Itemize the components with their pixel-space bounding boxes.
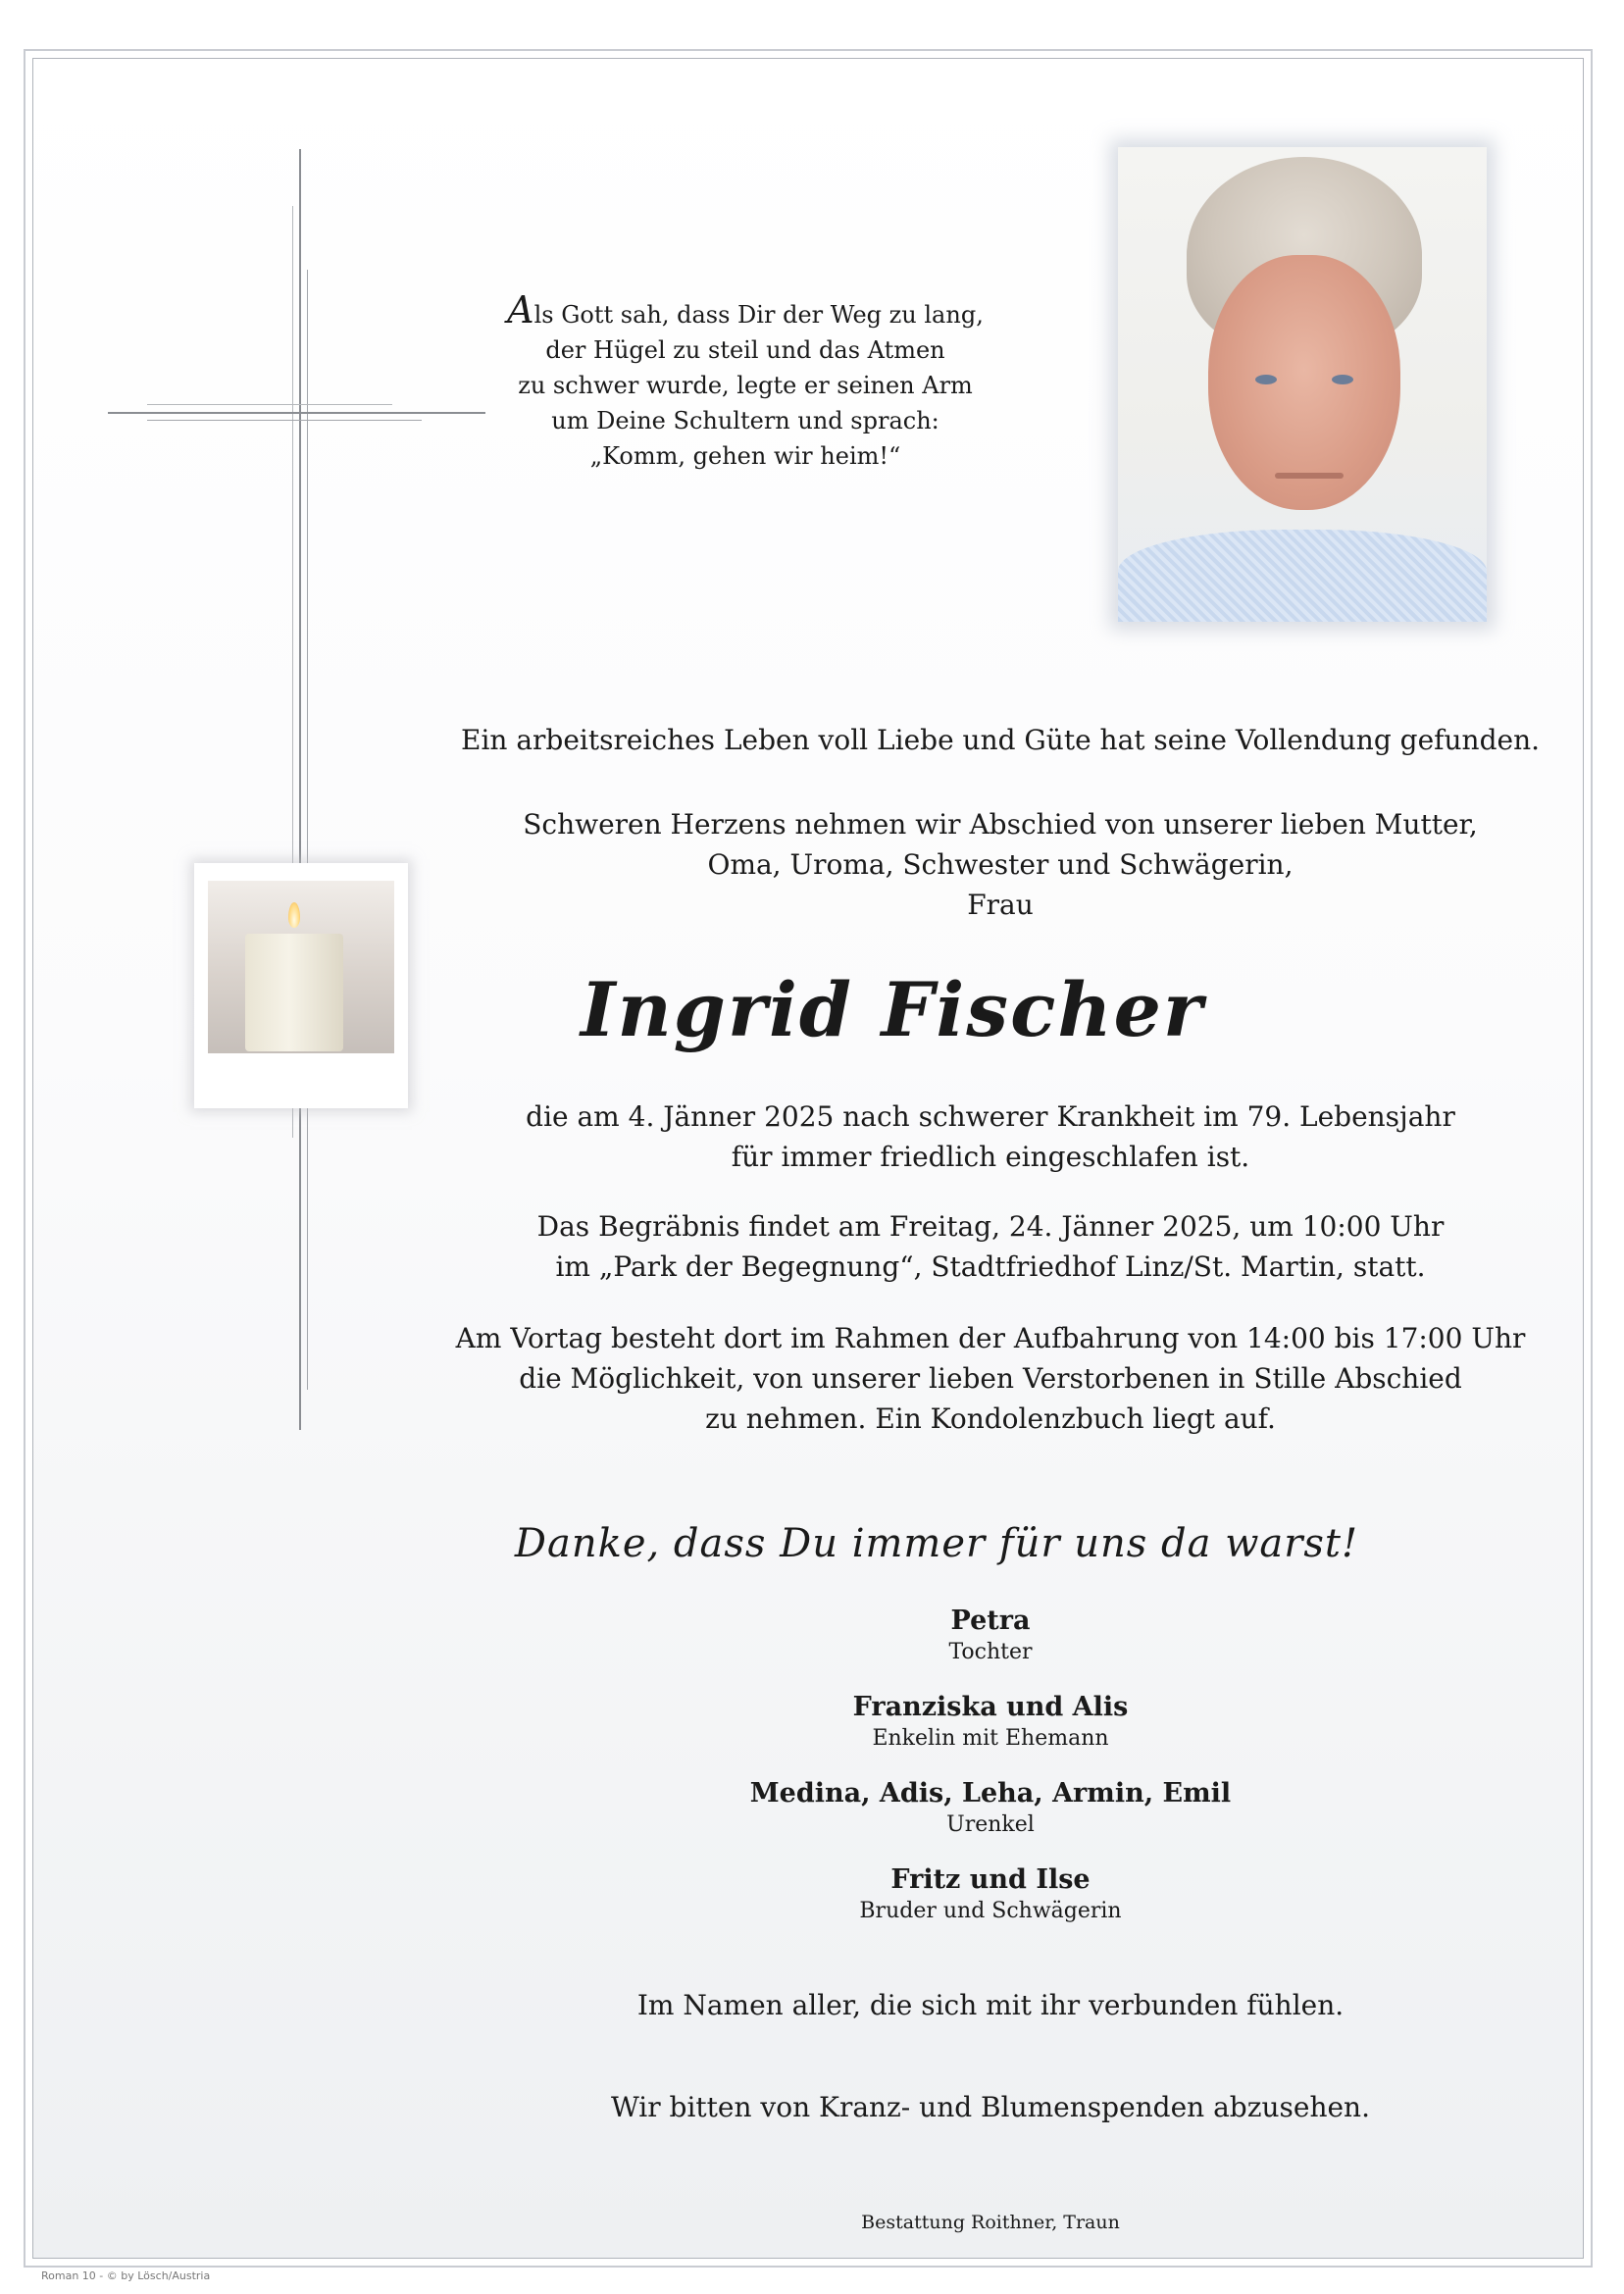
thanks-line: Danke, dass Du immer für uns da warst! [514, 1521, 1359, 1566]
mourner-name: Petra [950, 1606, 1031, 1636]
mourner-role: Enkelin mit Ehemann [872, 1726, 1109, 1751]
deceased-name: Ingrid Fischer [581, 966, 1204, 1053]
copyright-notice: Roman 10 - © by Lösch/Austria [41, 2269, 211, 2282]
death-info-block [451, 1096, 1530, 1177]
candle-icon [194, 863, 408, 1108]
mourner-role: Tochter [948, 1640, 1033, 1664]
viewing-info-line-2: die Möglichkeit, von unserer lieben Verstorbenen in Stille Abschied [519, 1362, 1462, 1395]
poem-line-5: „Komm, gehen wir heim!“ [589, 442, 901, 470]
viewing-info-line-1: Am Vortag besteht dort im Rahmen der Aufbahrung von 14:00 bis 17:00 Uhr [455, 1322, 1526, 1354]
poem-line-4: um Deine Schultern und sprach: [551, 407, 939, 434]
mourner-role: Bruder und Schwägerin [859, 1899, 1122, 1923]
viewing-info-line-3: zu nehmen. Ein Kondolenzbuch liegt auf. [705, 1402, 1276, 1435]
mourner-name: Franziska und Alis [852, 1692, 1129, 1722]
death-info-line-1: die am 4. Jänner 2025 nach schwerer Krankheit im 79. Lebensjahr [526, 1100, 1455, 1133]
intro-text: Ein arbeitsreiches Leben voll Liebe und Güte hat seine Vollendung gefunden. [461, 724, 1541, 756]
closing-text: Im Namen aller, die sich mit ihr verbunden fühlen. [636, 1989, 1345, 2021]
mourner-name: Medina, Adis, Leha, Armin, Emil [749, 1778, 1232, 1809]
mourner-entry [686, 1777, 1294, 1840]
funeral-home: Bestattung Roithner, Traun [861, 2212, 1120, 2233]
mourner-entry [686, 1691, 1294, 1754]
death-info-line-2: für immer friedlich eingeschlafen ist. [731, 1141, 1250, 1173]
mourner-entry [686, 1605, 1294, 1667]
mourner-name: Fritz und Ilse [890, 1864, 1091, 1895]
poem-line-1: Als Gott sah, dass Dir der Weg zu lang, [507, 288, 984, 331]
mourner-entry [686, 1863, 1294, 1926]
request-text: Wir bitten von Kranz- und Blumenspenden abzusehen. [611, 2091, 1370, 2123]
announcement-block [461, 804, 1540, 925]
announcement-line-2: Oma, Uroma, Schwester und Schwägerin, [707, 848, 1294, 881]
poem-line-3: zu schwer wurde, legte er seinen Arm [518, 372, 973, 399]
poem-initial: A [507, 288, 534, 331]
mourners-list [686, 1605, 1294, 1926]
poem-line-2: der Hügel zu steil und das Atmen [545, 336, 945, 364]
funeral-info-line-2: im „Park der Begegnung“, Stadtfriedhof Linz/St. Martin, statt. [555, 1250, 1426, 1283]
poem-block [471, 288, 1020, 474]
portrait-photo [1118, 147, 1487, 622]
announcement-line-1: Schweren Herzens nehmen wir Abschied von unserer lieben Mutter, [523, 808, 1478, 841]
funeral-info-line-1: Das Begräbnis findet am Freitag, 24. Jänner 2025, um 10:00 Uhr [536, 1210, 1445, 1243]
mourner-role: Urenkel [946, 1812, 1035, 1837]
announcement-line-3: Frau [967, 889, 1034, 921]
funeral-info-block [451, 1206, 1530, 1287]
viewing-info-block [451, 1318, 1530, 1439]
